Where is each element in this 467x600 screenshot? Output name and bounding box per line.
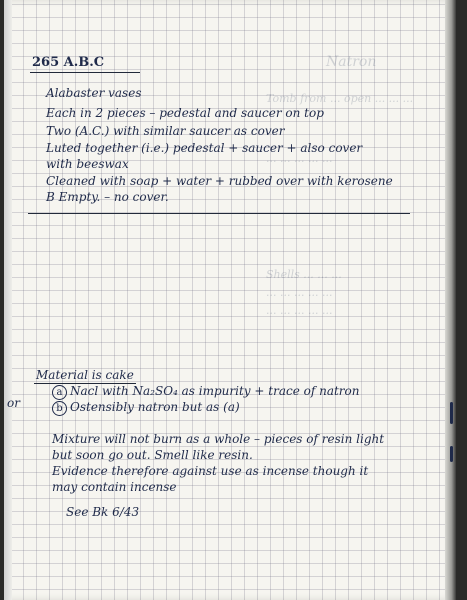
item-b bbox=[52, 400, 240, 416]
paragraph-line-2: but soon go out. Smell like resin. bbox=[52, 448, 253, 462]
paragraph-line-4: may contain incense bbox=[52, 480, 177, 494]
note-line-5: with beeswax bbox=[46, 157, 129, 171]
note-line-1: Alabaster vases bbox=[46, 86, 142, 100]
paragraph-line-1: Mixture will not burn as a whole – pieces of resin light bbox=[52, 432, 385, 446]
item-text: Nacl with Na₂SO₄ as impurity + trace of natron bbox=[70, 384, 360, 398]
ghost-text-line: ... ... ... ... ... bbox=[266, 304, 333, 317]
header-code: 265 A.B.C bbox=[32, 55, 105, 70]
margin-mark bbox=[450, 446, 453, 462]
page-edge bbox=[445, 0, 456, 600]
item-a bbox=[52, 384, 360, 400]
ghost-text-top-right: Natron bbox=[326, 54, 377, 70]
ghost-text-line: Tomb from ... open ... ... ... bbox=[266, 92, 414, 105]
note-line-2: Each in 2 pieces – pedestal and saucer on top bbox=[46, 106, 324, 120]
item-marker: a bbox=[52, 385, 67, 400]
paragraph-line-3: Evidence therefore against use as incense though it bbox=[52, 464, 369, 478]
margin-note: or bbox=[7, 396, 20, 410]
notebook-page bbox=[4, 0, 456, 600]
note-line-4: Luted together (i.e.) pedestal + saucer + also cover bbox=[46, 141, 363, 155]
item-text: Ostensibly natron but as (a) bbox=[70, 400, 240, 414]
header-underline bbox=[30, 72, 140, 73]
reference-note: See Bk 6/43 bbox=[66, 505, 140, 519]
ghost-text-line: ... ... ... ... ... bbox=[266, 286, 333, 299]
note-line-6: Cleaned with soap + water + rubbed over with kerosene bbox=[46, 174, 393, 188]
note-line-7: B Empty. – no cover. bbox=[46, 190, 169, 204]
note-line-3: Two (A.C.) with similar saucer as cover bbox=[46, 124, 285, 138]
ghost-text-line: Shells ... ... ... bbox=[266, 268, 342, 281]
material-heading: Material is cake bbox=[36, 368, 134, 382]
margin-mark bbox=[450, 402, 453, 424]
item-marker: b bbox=[52, 401, 67, 416]
ghost-text-line: ... ... ... ... ... bbox=[266, 152, 333, 165]
section-divider bbox=[28, 213, 410, 214]
page-binding bbox=[4, 0, 12, 600]
